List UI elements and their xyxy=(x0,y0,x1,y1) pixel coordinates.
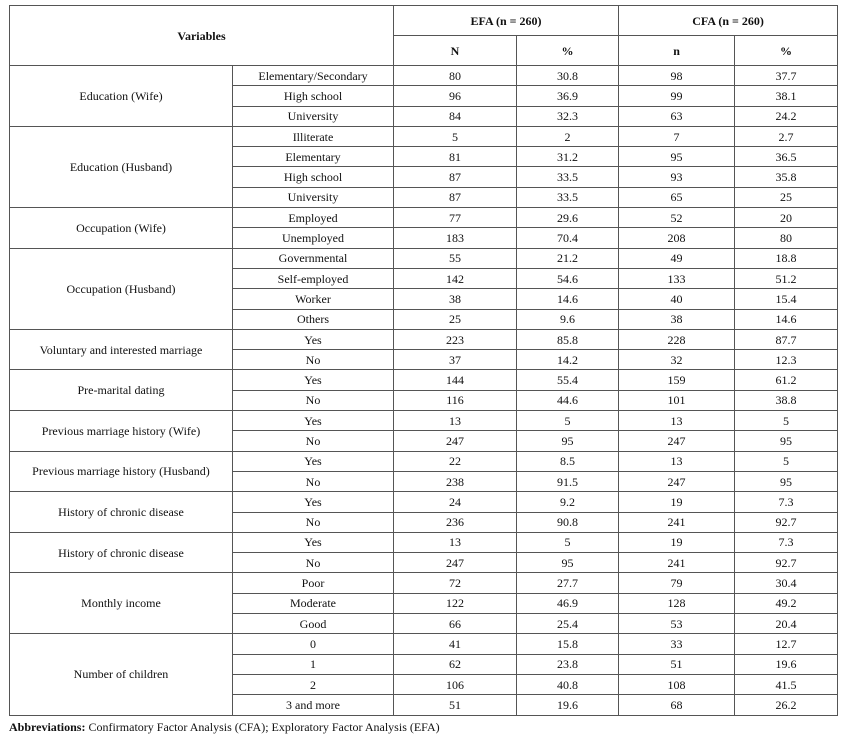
cfa-pct-cell: 5 xyxy=(735,411,838,431)
cfa-pct-cell: 26.2 xyxy=(735,695,838,715)
cfa-pct-cell: 38.8 xyxy=(735,390,838,410)
efa-n-cell: 87 xyxy=(394,167,517,187)
cfa-n-cell: 93 xyxy=(619,167,735,187)
category-cell: Governmental xyxy=(233,248,394,268)
cfa-n-cell: 51 xyxy=(619,654,735,674)
cfa-n-cell: 38 xyxy=(619,309,735,329)
demographics-table-container xyxy=(9,5,837,716)
cfa-pct-cell: 92.7 xyxy=(735,512,838,532)
efa-pct-cell: 21.2 xyxy=(517,248,619,268)
category-cell: No xyxy=(233,350,394,370)
efa-n-cell: 122 xyxy=(394,593,517,613)
cfa-n-cell: 108 xyxy=(619,674,735,694)
cfa-n-cell: 99 xyxy=(619,86,735,106)
efa-n-cell: 106 xyxy=(394,674,517,694)
cfa-n-cell: 49 xyxy=(619,248,735,268)
category-cell: Unemployed xyxy=(233,228,394,248)
table-row xyxy=(10,411,838,431)
table-row xyxy=(10,532,838,552)
header-cfa: CFA (n = 260) xyxy=(619,6,838,36)
efa-pct-cell: 33.5 xyxy=(517,187,619,207)
category-cell: Worker xyxy=(233,289,394,309)
variable-cell: History of chronic disease xyxy=(10,492,233,533)
table-row xyxy=(10,126,838,146)
cfa-n-cell: 13 xyxy=(619,451,735,471)
cfa-pct-cell: 12.3 xyxy=(735,350,838,370)
efa-n-cell: 84 xyxy=(394,106,517,126)
cfa-n-cell: 208 xyxy=(619,228,735,248)
efa-n-cell: 24 xyxy=(394,492,517,512)
efa-n-cell: 62 xyxy=(394,654,517,674)
efa-n-cell: 37 xyxy=(394,350,517,370)
efa-n-cell: 183 xyxy=(394,228,517,248)
cfa-pct-cell: 41.5 xyxy=(735,674,838,694)
header-efa: EFA (n = 260) xyxy=(394,6,619,36)
abbreviations-note xyxy=(9,720,440,735)
efa-n-cell: 87 xyxy=(394,187,517,207)
cfa-pct-cell: 19.6 xyxy=(735,654,838,674)
variable-cell: Voluntary and interested marriage xyxy=(10,329,233,370)
efa-pct-cell: 31.2 xyxy=(517,147,619,167)
cfa-n-cell: 247 xyxy=(619,471,735,491)
header-cfa-pct: % xyxy=(735,36,838,66)
cfa-pct-cell: 61.2 xyxy=(735,370,838,390)
category-cell: Poor xyxy=(233,573,394,593)
table-row xyxy=(10,370,838,390)
cfa-n-cell: 19 xyxy=(619,532,735,552)
table-body xyxy=(10,66,838,716)
category-cell: Moderate xyxy=(233,593,394,613)
cfa-pct-cell: 49.2 xyxy=(735,593,838,613)
cfa-n-cell: 53 xyxy=(619,614,735,634)
category-cell: No xyxy=(233,431,394,451)
efa-pct-cell: 95 xyxy=(517,431,619,451)
efa-n-cell: 144 xyxy=(394,370,517,390)
category-cell: Yes xyxy=(233,329,394,349)
efa-n-cell: 238 xyxy=(394,471,517,491)
cfa-pct-cell: 87.7 xyxy=(735,329,838,349)
cfa-n-cell: 13 xyxy=(619,411,735,431)
efa-pct-cell: 19.6 xyxy=(517,695,619,715)
cfa-n-cell: 63 xyxy=(619,106,735,126)
efa-n-cell: 223 xyxy=(394,329,517,349)
cfa-n-cell: 65 xyxy=(619,187,735,207)
efa-n-cell: 96 xyxy=(394,86,517,106)
variable-cell: Occupation (Wife) xyxy=(10,208,233,249)
efa-n-cell: 72 xyxy=(394,573,517,593)
cfa-n-cell: 40 xyxy=(619,289,735,309)
cfa-n-cell: 52 xyxy=(619,208,735,228)
efa-pct-cell: 44.6 xyxy=(517,390,619,410)
variable-cell: Number of children xyxy=(10,634,233,715)
variable-cell: Monthly income xyxy=(10,573,233,634)
category-cell: 2 xyxy=(233,674,394,694)
efa-pct-cell: 32.3 xyxy=(517,106,619,126)
efa-n-cell: 13 xyxy=(394,532,517,552)
cfa-pct-cell: 51.2 xyxy=(735,268,838,288)
efa-pct-cell: 46.9 xyxy=(517,593,619,613)
category-cell: Yes xyxy=(233,532,394,552)
table-row xyxy=(10,208,838,228)
efa-n-cell: 77 xyxy=(394,208,517,228)
efa-n-cell: 55 xyxy=(394,248,517,268)
table-row xyxy=(10,66,838,86)
cfa-pct-cell: 36.5 xyxy=(735,147,838,167)
cfa-pct-cell: 5 xyxy=(735,451,838,471)
cfa-pct-cell: 95 xyxy=(735,431,838,451)
category-cell: No xyxy=(233,390,394,410)
variable-cell: Education (Husband) xyxy=(10,126,233,207)
category-cell: High school xyxy=(233,86,394,106)
cfa-n-cell: 133 xyxy=(619,268,735,288)
efa-pct-cell: 9.2 xyxy=(517,492,619,512)
efa-n-cell: 51 xyxy=(394,695,517,715)
efa-n-cell: 22 xyxy=(394,451,517,471)
header-cfa-n: n xyxy=(619,36,735,66)
efa-pct-cell: 8.5 xyxy=(517,451,619,471)
header-efa-n: N xyxy=(394,36,517,66)
cfa-pct-cell: 95 xyxy=(735,471,838,491)
category-cell: 3 and more xyxy=(233,695,394,715)
cfa-n-cell: 228 xyxy=(619,329,735,349)
cfa-n-cell: 128 xyxy=(619,593,735,613)
cfa-n-cell: 7 xyxy=(619,126,735,146)
efa-n-cell: 81 xyxy=(394,147,517,167)
efa-n-cell: 5 xyxy=(394,126,517,146)
efa-pct-cell: 36.9 xyxy=(517,86,619,106)
category-cell: Yes xyxy=(233,492,394,512)
cfa-pct-cell: 7.3 xyxy=(735,492,838,512)
cfa-pct-cell: 30.4 xyxy=(735,573,838,593)
cfa-n-cell: 79 xyxy=(619,573,735,593)
cfa-pct-cell: 80 xyxy=(735,228,838,248)
efa-pct-cell: 29.6 xyxy=(517,208,619,228)
category-cell: Yes xyxy=(233,451,394,471)
efa-n-cell: 25 xyxy=(394,309,517,329)
abbreviations-text: Confirmatory Factor Analysis (CFA); Exploratory Factor Analysis (EFA) xyxy=(85,720,440,734)
category-cell: High school xyxy=(233,167,394,187)
efa-pct-cell: 54.6 xyxy=(517,268,619,288)
cfa-pct-cell: 14.6 xyxy=(735,309,838,329)
variable-cell: Occupation (Husband) xyxy=(10,248,233,329)
efa-pct-cell: 14.2 xyxy=(517,350,619,370)
efa-n-cell: 236 xyxy=(394,512,517,532)
table-row xyxy=(10,573,838,593)
category-cell: No xyxy=(233,512,394,532)
category-cell: Others xyxy=(233,309,394,329)
table-row xyxy=(10,451,838,471)
efa-pct-cell: 25.4 xyxy=(517,614,619,634)
efa-n-cell: 80 xyxy=(394,66,517,86)
table-row xyxy=(10,634,838,654)
cfa-n-cell: 32 xyxy=(619,350,735,370)
category-cell: Employed xyxy=(233,208,394,228)
efa-pct-cell: 91.5 xyxy=(517,471,619,491)
efa-pct-cell: 85.8 xyxy=(517,329,619,349)
variable-cell: Education (Wife) xyxy=(10,66,233,127)
category-cell: No xyxy=(233,553,394,573)
efa-pct-cell: 23.8 xyxy=(517,654,619,674)
variable-cell: Previous marriage history (Wife) xyxy=(10,411,233,452)
cfa-pct-cell: 15.4 xyxy=(735,289,838,309)
category-cell: Yes xyxy=(233,411,394,431)
efa-pct-cell: 9.6 xyxy=(517,309,619,329)
abbreviations-label: Abbreviations: xyxy=(9,720,86,734)
cfa-pct-cell: 37.7 xyxy=(735,66,838,86)
category-cell: University xyxy=(233,106,394,126)
efa-pct-cell: 90.8 xyxy=(517,512,619,532)
efa-pct-cell: 15.8 xyxy=(517,634,619,654)
efa-n-cell: 41 xyxy=(394,634,517,654)
cfa-pct-cell: 20.4 xyxy=(735,614,838,634)
cfa-n-cell: 247 xyxy=(619,431,735,451)
category-cell: Illiterate xyxy=(233,126,394,146)
category-cell: Elementary xyxy=(233,147,394,167)
efa-n-cell: 247 xyxy=(394,553,517,573)
category-cell: Self-employed xyxy=(233,268,394,288)
cfa-n-cell: 241 xyxy=(619,512,735,532)
cfa-n-cell: 98 xyxy=(619,66,735,86)
variable-cell: Previous marriage history (Husband) xyxy=(10,451,233,492)
variable-cell: Pre-marital dating xyxy=(10,370,233,411)
efa-pct-cell: 33.5 xyxy=(517,167,619,187)
efa-pct-cell: 14.6 xyxy=(517,289,619,309)
efa-pct-cell: 30.8 xyxy=(517,66,619,86)
efa-pct-cell: 95 xyxy=(517,553,619,573)
cfa-pct-cell: 24.2 xyxy=(735,106,838,126)
category-cell: 1 xyxy=(233,654,394,674)
table-row xyxy=(10,248,838,268)
category-cell: Good xyxy=(233,614,394,634)
category-cell: Yes xyxy=(233,370,394,390)
cfa-pct-cell: 7.3 xyxy=(735,532,838,552)
table-row xyxy=(10,492,838,512)
efa-n-cell: 247 xyxy=(394,431,517,451)
cfa-n-cell: 101 xyxy=(619,390,735,410)
efa-pct-cell: 2 xyxy=(517,126,619,146)
efa-n-cell: 66 xyxy=(394,614,517,634)
cfa-pct-cell: 25 xyxy=(735,187,838,207)
cfa-pct-cell: 20 xyxy=(735,208,838,228)
cfa-pct-cell: 38.1 xyxy=(735,86,838,106)
efa-n-cell: 142 xyxy=(394,268,517,288)
efa-n-cell: 13 xyxy=(394,411,517,431)
cfa-pct-cell: 35.8 xyxy=(735,167,838,187)
efa-n-cell: 116 xyxy=(394,390,517,410)
cfa-n-cell: 241 xyxy=(619,553,735,573)
category-cell: 0 xyxy=(233,634,394,654)
cfa-n-cell: 95 xyxy=(619,147,735,167)
table-row xyxy=(10,329,838,349)
efa-pct-cell: 70.4 xyxy=(517,228,619,248)
cfa-pct-cell: 12.7 xyxy=(735,634,838,654)
cfa-n-cell: 68 xyxy=(619,695,735,715)
category-cell: No xyxy=(233,471,394,491)
efa-pct-cell: 55.4 xyxy=(517,370,619,390)
efa-pct-cell: 40.8 xyxy=(517,674,619,694)
cfa-n-cell: 33 xyxy=(619,634,735,654)
cfa-pct-cell: 92.7 xyxy=(735,553,838,573)
header-efa-pct: % xyxy=(517,36,619,66)
demographics-table xyxy=(9,5,838,716)
efa-pct-cell: 5 xyxy=(517,411,619,431)
cfa-n-cell: 19 xyxy=(619,492,735,512)
cfa-pct-cell: 2.7 xyxy=(735,126,838,146)
efa-pct-cell: 27.7 xyxy=(517,573,619,593)
header-variables: Variables xyxy=(10,6,394,66)
efa-n-cell: 38 xyxy=(394,289,517,309)
efa-pct-cell: 5 xyxy=(517,532,619,552)
category-cell: University xyxy=(233,187,394,207)
variable-cell: History of chronic disease xyxy=(10,532,233,573)
cfa-pct-cell: 18.8 xyxy=(735,248,838,268)
category-cell: Elementary/Secondary xyxy=(233,66,394,86)
cfa-n-cell: 159 xyxy=(619,370,735,390)
